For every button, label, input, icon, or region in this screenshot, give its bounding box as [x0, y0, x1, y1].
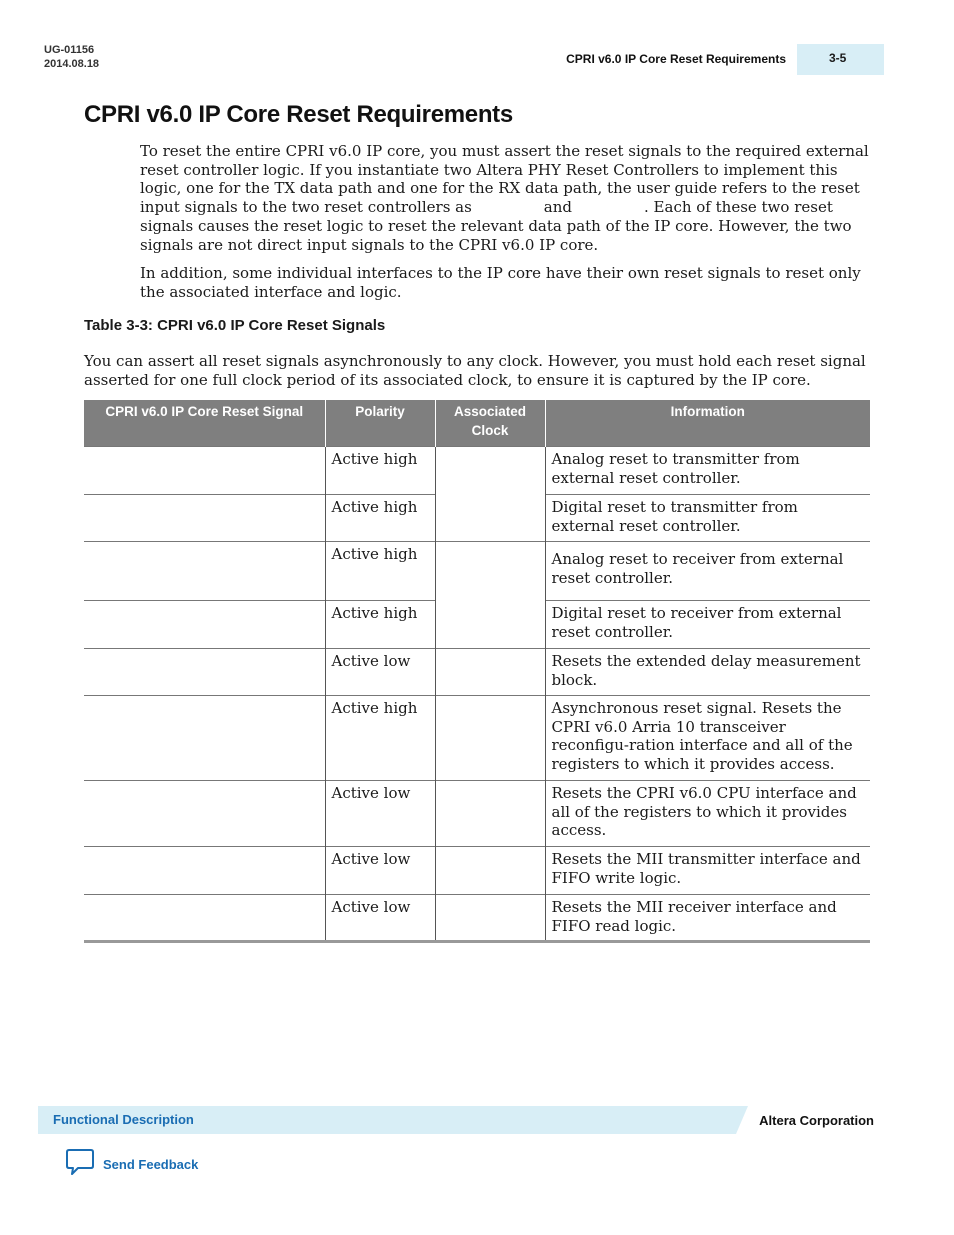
intro-paragraph	[140, 142, 870, 254]
table-row	[84, 781, 870, 847]
speech-bubble-icon	[65, 1148, 95, 1180]
page-number: 3-5	[829, 51, 847, 65]
clock-cell	[435, 781, 545, 847]
polarity-cell: Active high	[325, 495, 435, 542]
table-caption: Table 3-3: CPRI v6.0 IP Core Reset Signals	[84, 317, 386, 334]
reset-signals-table	[84, 400, 870, 943]
interfaces-paragraph: In addition, some individual interfaces to the IP core have their own reset signals to reset only the associated interface and logic.	[140, 264, 861, 301]
send-feedback-link[interactable]	[65, 1150, 198, 1178]
polarity-cell: Active low	[325, 649, 435, 696]
info-cell: Digital reset to transmitter from external reset controller.	[545, 495, 870, 542]
footer-section-link[interactable]: Functional Description	[53, 1112, 194, 1127]
info-cell: Resets the extended delay measurement block.	[545, 649, 870, 696]
clock-cell	[435, 542, 545, 649]
polarity-cell: Active low	[325, 781, 435, 847]
column-header-information: Information	[545, 400, 870, 447]
info-cell: Resets the MII transmitter interface and FIFO write logic.	[545, 847, 870, 895]
intro-text-part2: . Each of these two reset signals causes the reset logic to reset the relevant data path of the IP core. However, the two signals are not direct input signals to the CPRI v6.0 IP core.	[140, 198, 852, 254]
signal-cell	[84, 447, 325, 495]
info-cell: Resets the MII receiver interface and FIFO read logic.	[545, 895, 870, 942]
document-id: UG-01156	[44, 44, 95, 56]
signal-cell	[84, 895, 325, 942]
signal-cell	[84, 601, 325, 649]
intro-text-part1: To reset the entire CPRI v6.0 IP core, you must assert the reset signals to the required external reset controller logic. If you instantiate two Altera PHY Reset Controllers to implement this logic, one for the TX data path and one for the RX data path, the user guide refers to the reset input signals to the two reset controllers as	[140, 142, 869, 217]
document-date: 2014.08.18	[44, 58, 100, 70]
signal-cell	[84, 781, 325, 847]
clock-cell	[435, 895, 545, 942]
column-header-clock: Associated Clock	[435, 400, 545, 447]
info-cell: Asynchronous reset signal. Resets the CPRI v6.0 Arria 10 transceiver reconfigu-ration interface and all of the registers to which it provides access.	[545, 696, 870, 781]
signal-cell	[84, 696, 325, 781]
page-number-tab	[797, 44, 884, 75]
running-header-title: CPRI v6.0 IP Core Reset Requirements	[566, 52, 786, 66]
info-cell: Digital reset to receiver from external reset controller.	[545, 601, 870, 649]
intro-text-and: and	[543, 198, 573, 217]
info-cell: Analog reset to receiver from external reset controller.	[545, 542, 870, 601]
table-header-row	[84, 400, 870, 447]
signal-cell	[84, 847, 325, 895]
page-title: CPRI v6.0 IP Core Reset Requirements	[84, 101, 513, 128]
table-row	[84, 895, 870, 942]
column-header-signal: CPRI v6.0 IP Core Reset Signal	[84, 400, 325, 447]
signal-cell	[84, 495, 325, 542]
clock-cell	[435, 649, 545, 696]
signal-cell	[84, 542, 325, 601]
info-cell: Analog reset to transmitter from external reset controller.	[545, 447, 870, 495]
clock-cell	[435, 847, 545, 895]
table-row	[84, 447, 870, 495]
polarity-cell: Active high	[325, 542, 435, 601]
polarity-cell: Active low	[325, 847, 435, 895]
clock-cell	[435, 447, 545, 542]
table-row	[84, 649, 870, 696]
column-header-polarity: Polarity	[325, 400, 435, 447]
table-row	[84, 542, 870, 601]
polarity-cell: Active high	[325, 696, 435, 781]
signal-cell	[84, 649, 325, 696]
async-reset-paragraph: You can assert all reset signals asynchronously to any clock. However, you must hold each reset signal asserted for one full clock period of its associated clock, to ensure it is captured by the IP core.	[84, 352, 866, 389]
table-row	[84, 847, 870, 895]
send-feedback-label: Send Feedback	[103, 1156, 199, 1172]
table-row	[84, 696, 870, 781]
polarity-cell: Active high	[325, 601, 435, 649]
document-id-block	[44, 43, 99, 71]
info-cell: Resets the CPRI v6.0 CPU interface and all of the registers to which it provides access.	[545, 781, 870, 847]
clock-cell	[435, 696, 545, 781]
footer-company: Altera Corporation	[759, 1113, 874, 1128]
polarity-cell: Active low	[325, 895, 435, 942]
polarity-cell: Active high	[325, 447, 435, 495]
